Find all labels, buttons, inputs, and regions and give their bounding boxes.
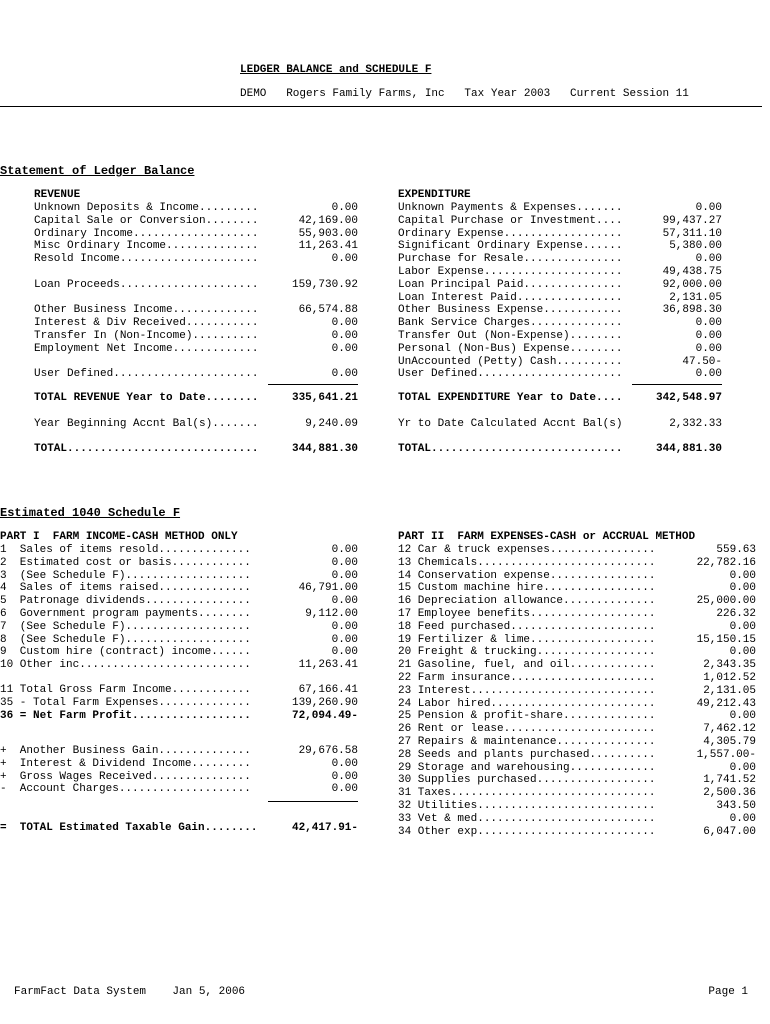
- item-value: 0.00: [331, 368, 358, 381]
- item-label: UnAccounted (Petty) Cash..........: [398, 355, 623, 368]
- item-label: 1 Sales of items resold..............: [0, 544, 251, 556]
- item-value: 4,305.79: [703, 736, 756, 748]
- item-label: Resold Income.....................: [34, 253, 259, 266]
- item-label: Labor Expense.....................: [398, 266, 623, 278]
- list-item: [34, 317, 358, 330]
- item-label: 34 Other exp...........................: [398, 825, 656, 838]
- item-value: 0.00: [331, 569, 358, 582]
- item-value: 0.00: [331, 633, 358, 646]
- item-label: 11 Total Gross Farm Income............: [0, 684, 251, 696]
- item-value: 0.00: [729, 812, 756, 825]
- list-item: [398, 685, 756, 698]
- item-label: Loan Interest Paid................: [398, 291, 623, 304]
- item-value: 67,166.41: [298, 684, 358, 696]
- list-item: [398, 279, 722, 292]
- revenue-total-rule: [268, 384, 358, 385]
- item-label: Significant Ordinary Expense......: [398, 240, 623, 253]
- total-estimated-value: 42,417.91-: [291, 822, 358, 834]
- list-item: [398, 749, 756, 762]
- item-value: 0.00: [331, 253, 358, 266]
- list-item: [0, 710, 358, 723]
- item-value: 0.00: [331, 342, 358, 355]
- list-item: [0, 684, 358, 697]
- list-item: [398, 595, 756, 608]
- item-value: 11,263.41: [298, 240, 358, 253]
- list-item: [34, 330, 358, 343]
- list-item: [0, 621, 358, 634]
- item-label: Ordinary Income...................: [34, 227, 259, 240]
- list-item: [34, 279, 358, 292]
- ytd-calc-label: Yr to Date Calculated Accnt Bal(s): [398, 418, 623, 430]
- footer-page-number: Page 1: [708, 986, 748, 998]
- list-item: [34, 202, 358, 215]
- ytd-calc-row: [398, 418, 722, 431]
- item-label: 3 (See Schedule F)...................: [0, 569, 251, 582]
- item-value: 66,574.88: [298, 304, 358, 317]
- item-value: 29,676.58: [298, 745, 358, 757]
- list-item: [34, 292, 358, 305]
- year-beginning-label: Year Beginning Accnt Bal(s).......: [34, 418, 259, 430]
- expenditure-total-rule: [632, 384, 722, 385]
- item-label: 18 Feed purchased......................: [398, 620, 656, 633]
- list-item: [398, 800, 756, 813]
- list-item: [398, 253, 722, 266]
- schedule-section-title: Estimated 1040 Schedule F: [0, 506, 181, 520]
- item-label: Other Business Income.............: [34, 304, 259, 317]
- item-value: 0.00: [331, 595, 358, 608]
- list-item: [0, 771, 358, 784]
- list-item: [398, 215, 722, 228]
- item-label: Interest & Div Received...........: [34, 317, 259, 330]
- list-item: [0, 745, 358, 758]
- item-label: 17 Employee benefits...................: [398, 608, 656, 620]
- item-label: 16 Depreciation allowance..............: [398, 595, 656, 608]
- item-label: + Interest & Dividend Income.........: [0, 757, 251, 770]
- item-label: 9 Custom hire (contract) income......: [0, 646, 251, 659]
- list-item: [398, 557, 756, 570]
- item-label: 13 Chemicals...........................: [398, 556, 656, 569]
- item-label: Employment Net Income.............: [34, 342, 259, 355]
- item-label: Purchase for Resale...............: [398, 253, 623, 266]
- item-value: 5,380.00: [669, 240, 722, 253]
- item-value: 0.00: [729, 620, 756, 633]
- item-value: 0.00: [729, 569, 756, 582]
- list-item: [34, 304, 358, 317]
- item-value: 0.00: [695, 253, 722, 266]
- total-left-row: [34, 443, 358, 456]
- item-label: 20 Freight & trucking..................: [398, 646, 656, 659]
- item-label: 31 Taxes...............................: [398, 787, 656, 800]
- list-item: [398, 787, 756, 800]
- list-item: [398, 608, 756, 621]
- item-label: 4 Sales of items raised..............: [0, 582, 251, 595]
- item-label: 6 Government program payments........: [0, 608, 251, 620]
- list-item: [0, 608, 358, 621]
- list-item: [398, 202, 722, 215]
- list-item: [0, 646, 358, 659]
- item-label: Unknown Deposits & Income.........: [34, 202, 259, 214]
- item-value: 0.00: [729, 710, 756, 723]
- part1-header: PART I FARM INCOME-CASH METHOD ONLY: [0, 531, 238, 543]
- item-label: 21 Gasoline, fuel, and oil.............: [398, 659, 656, 672]
- item-value: 0.00: [331, 317, 358, 330]
- item-label: 23 Interest............................: [398, 684, 656, 697]
- item-value: 0.00: [331, 620, 358, 633]
- list-item: [398, 228, 722, 241]
- item-label: 24 Labor hired.........................: [398, 697, 656, 710]
- list-item: [0, 783, 358, 796]
- item-label: 22 Farm insurance......................: [398, 672, 656, 684]
- total-estimated-label: = TOTAL Estimated Taxable Gain........: [0, 822, 258, 834]
- item-value: 139,260.90: [291, 696, 358, 709]
- total-revenue-label: TOTAL REVENUE Year to Date........: [34, 392, 259, 404]
- item-label: Bank Service Charges..............: [398, 317, 623, 330]
- item-label: - Account Charges....................: [0, 783, 251, 796]
- item-value: 0.00: [695, 342, 722, 355]
- item-label: 29 Storage and warehousing.............: [398, 761, 656, 774]
- item-value: 0.00: [729, 582, 756, 595]
- list-item: [398, 356, 722, 369]
- ledger-section-title: Statement of Ledger Balance: [0, 164, 195, 178]
- part2-header: PART II FARM EXPENSES-CASH or ACCRUAL METHOD: [398, 531, 696, 543]
- item-label: Ordinary Expense..................: [398, 227, 623, 240]
- total-expenditure-label: TOTAL EXPENDITURE Year to Date....: [398, 392, 623, 404]
- item-value: 46,791.00: [298, 582, 358, 595]
- list-item: [34, 228, 358, 241]
- list-item: [398, 266, 722, 279]
- total-right-row: [398, 443, 722, 456]
- item-value: 2,131.05: [669, 291, 722, 304]
- item-label: 10 Other inc..........................: [0, 659, 251, 672]
- year-beginning-value: 9,240.09: [305, 418, 358, 430]
- item-value: 47.50-: [682, 355, 722, 368]
- list-item: [398, 368, 722, 381]
- item-value: 2,131.05: [703, 684, 756, 697]
- estimated-total-rule: [268, 801, 358, 802]
- item-value: 25,000.00: [696, 595, 756, 608]
- item-value: 0.00: [331, 646, 358, 659]
- list-item: [34, 368, 358, 381]
- item-value: 42,169.00: [298, 214, 358, 227]
- item-value: 99,437.27: [662, 214, 722, 227]
- total-expenditure-value: 342,548.97: [655, 392, 722, 404]
- item-value: 57,311.10: [662, 227, 722, 240]
- item-value: 0.00: [331, 783, 358, 796]
- item-label: 32 Utilities...........................: [398, 800, 656, 812]
- item-value: 559.63: [716, 544, 756, 556]
- item-label: Unknown Payments & Expenses.......: [398, 202, 623, 214]
- list-item: [0, 758, 358, 771]
- list-item: [398, 292, 722, 305]
- item-value: 9,112.00: [305, 608, 358, 620]
- item-label: 15 Custom machine hire.................: [398, 582, 656, 595]
- item-value: 22,782.16: [696, 556, 756, 569]
- list-item: [398, 659, 756, 672]
- item-label: + Another Business Gain..............: [0, 745, 251, 757]
- total-left-value: 344,881.30: [291, 443, 358, 455]
- list-item: [34, 240, 358, 253]
- list-item: [398, 544, 756, 557]
- list-item: [398, 774, 756, 787]
- item-label: Transfer Out (Non-Expense)........: [398, 330, 623, 342]
- item-value: 1,012.52: [703, 672, 756, 684]
- year-beginning-row: [34, 418, 358, 431]
- total-revenue-row: [34, 392, 358, 405]
- item-value: 0.00: [331, 770, 358, 783]
- item-label: 8 (See Schedule F)...................: [0, 633, 251, 646]
- list-item: [398, 330, 722, 343]
- item-label: Capital Sale or Conversion........: [34, 214, 259, 227]
- item-value: 0.00: [695, 368, 722, 381]
- item-value: 2,500.36: [703, 787, 756, 800]
- item-value: 0.00: [331, 544, 358, 556]
- report-title: LEDGER BALANCE and SCHEDULE F: [240, 64, 432, 76]
- list-item: [0, 570, 358, 583]
- list-item: [34, 266, 358, 279]
- item-label: 14 Conservation expense................: [398, 569, 656, 582]
- list-item: [398, 240, 722, 253]
- item-value: 343.50: [716, 800, 756, 812]
- list-item: [34, 253, 358, 266]
- total-right-label: TOTAL.............................: [398, 443, 623, 455]
- item-label: 19 Fertilizer & lime...................: [398, 633, 656, 646]
- item-value: 0.00: [729, 761, 756, 774]
- expenditure-header: EXPENDITURE: [398, 189, 471, 201]
- item-label: 36 = Net Farm Profit..................: [0, 709, 251, 722]
- item-label: Loan Principal Paid...............: [398, 278, 623, 291]
- list-item: [0, 557, 358, 570]
- item-label: 35 - Total Farm Expenses..............: [0, 696, 251, 709]
- item-label: User Defined......................: [34, 368, 259, 381]
- list-item: [398, 343, 722, 356]
- footer-system-date: FarmFact Data System Jan 5, 2006: [14, 986, 246, 998]
- item-value: 226.32: [716, 608, 756, 620]
- item-value: 49,212.43: [696, 697, 756, 710]
- item-label: 7 (See Schedule F)...................: [0, 620, 251, 633]
- list-item: [398, 698, 756, 711]
- report-subtitle: DEMO Rogers Family Farms, Inc Tax Year 2003 Current Session 11: [240, 88, 689, 100]
- item-value: 2,343.35: [703, 659, 756, 672]
- list-item: [398, 317, 722, 330]
- list-item: [0, 697, 358, 710]
- item-label: Other Business Expense............: [398, 304, 623, 317]
- list-item: [0, 544, 358, 557]
- item-label: 5 Patronage dividends................: [0, 595, 251, 608]
- item-value: 11,263.41: [298, 659, 358, 672]
- list-item: [398, 570, 756, 583]
- item-label: 33 Vet & med...........................: [398, 812, 656, 825]
- list-item: [34, 343, 358, 356]
- item-value: 159,730.92: [291, 278, 358, 291]
- list-item: [398, 634, 756, 647]
- list-item: [398, 710, 756, 723]
- total-revenue-value: 335,641.21: [291, 392, 358, 404]
- list-item: [398, 762, 756, 775]
- item-label: 2 Estimated cost or basis............: [0, 556, 251, 569]
- item-value: 0.00: [331, 330, 358, 342]
- list-item: [398, 813, 756, 826]
- item-value: 0.00: [331, 556, 358, 569]
- item-value: 1,557.00-: [696, 748, 756, 761]
- item-label: Loan Proceeds.....................: [34, 278, 259, 291]
- header-divider: [0, 106, 762, 107]
- item-value: 0.00: [695, 317, 722, 330]
- item-value: 0.00: [695, 330, 722, 342]
- item-label: Personal (Non-Bus) Expense........: [398, 342, 623, 355]
- item-value: 0.00: [331, 202, 358, 214]
- list-item: [0, 595, 358, 608]
- list-item: [0, 582, 358, 595]
- list-item: [398, 736, 756, 749]
- item-value: 0.00: [695, 202, 722, 214]
- item-label: 28 Seeds and plants purchased..........: [398, 748, 656, 761]
- item-label: Transfer In (Non-Income)..........: [34, 330, 259, 342]
- item-label: Capital Purchase or Investment....: [398, 214, 623, 227]
- item-value: 6,047.00: [703, 825, 756, 838]
- item-value: 0.00: [331, 757, 358, 770]
- item-label: User Defined......................: [398, 368, 623, 381]
- item-label: 25 Pension & profit-share..............: [398, 710, 656, 723]
- list-item: [0, 659, 358, 672]
- item-label: 12 Car & truck expenses................: [398, 544, 656, 556]
- total-right-value: 344,881.30: [655, 443, 722, 455]
- item-value: 1,741.52: [703, 774, 756, 787]
- item-value: 49,438.75: [662, 266, 722, 278]
- list-item: [398, 672, 756, 685]
- list-item: [398, 621, 756, 634]
- total-left-label: TOTAL.............................: [34, 443, 259, 455]
- list-item: [398, 646, 756, 659]
- item-label: + Gross Wages Received...............: [0, 770, 251, 783]
- list-item: [34, 356, 358, 369]
- list-item: [0, 634, 358, 647]
- list-item: [398, 304, 722, 317]
- list-item: [34, 215, 358, 228]
- item-label: 26 Rent or lease.......................: [398, 723, 656, 736]
- item-label: 27 Repairs & maintenance...............: [398, 736, 656, 748]
- ytd-calc-value: 2,332.33: [669, 418, 722, 430]
- item-label: Misc Ordinary Income..............: [34, 240, 259, 253]
- total-estimated-row: [0, 822, 358, 835]
- list-item: [398, 723, 756, 736]
- total-expenditure-row: [398, 392, 722, 405]
- item-label: 30 Supplies purchased..................: [398, 774, 656, 787]
- item-value: 0.00: [729, 646, 756, 659]
- list-item: [398, 826, 756, 839]
- item-value: 72,094.49-: [291, 709, 358, 722]
- item-value: 36,898.30: [662, 304, 722, 317]
- list-item: [398, 582, 756, 595]
- item-value: 92,000.00: [662, 278, 722, 291]
- item-value: 15,150.15: [696, 633, 756, 646]
- item-value: 55,903.00: [298, 227, 358, 240]
- revenue-header: REVENUE: [34, 189, 81, 201]
- item-value: 7,462.12: [703, 723, 756, 736]
